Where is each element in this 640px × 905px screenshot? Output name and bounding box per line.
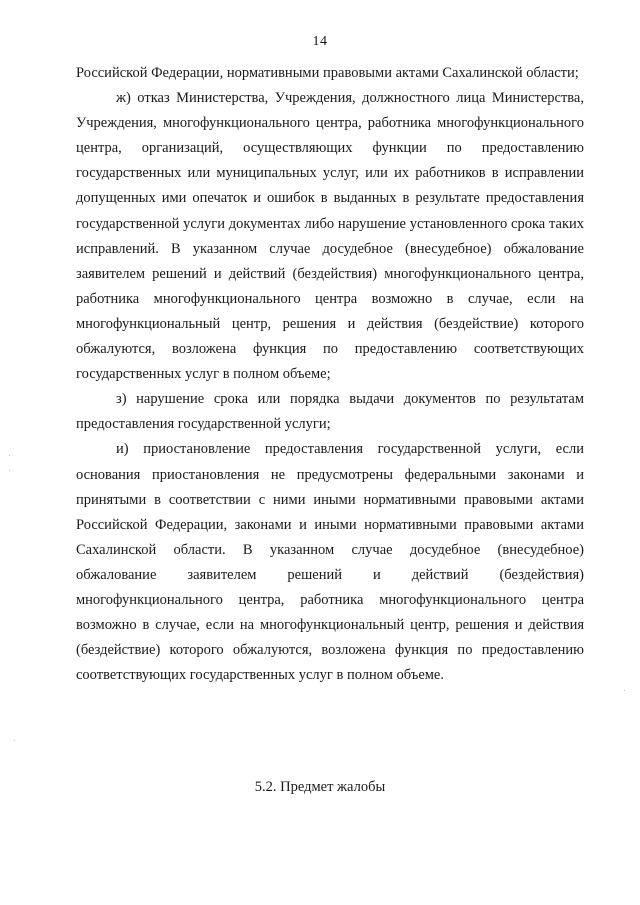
paragraph-item-i: и) приостановление предоставления государственной услуги, если основания приостановления не предусмотрены федеральными законами и принятыми в соответствии с ними иными нормативными правовыми актами Российской Федерации, законами и иными нормативными правовыми актами Сахалинской области. В указанном случае досудебное (внесудебное) обжалование заявителем решений и действий (бездействия) многофункционального центра, работника многофункционального центра возможно в случае, если на многофункциональный центр, решения и действия (бездействие) которого обжалуются, возложена функция по предоставлению соответствующих государственных услуг в полном объеме.	[76, 441, 584, 684]
paragraph-item-z: з) нарушение срока или порядка выдачи документов по результатам предоставления государственной услуги;	[76, 391, 584, 433]
scan-speck	[14, 740, 15, 741]
section-heading: 5.2. Предмет жалобы	[254, 779, 386, 795]
scan-speck	[624, 690, 625, 691]
scan-speck	[9, 470, 10, 471]
page-number: 14	[312, 34, 328, 49]
paragraph-item-zh: ж) отказ Министерства, Учреждения, должностного лица Министерства, Учреждения, многофункционального центра, работника многофункционального центра, организаций, осуществляющих функции по предоставлению государственных или муниципальных услуг, или их работников в исправлении допущенных ими опечаток и ошибок в выданных в результате предоставления государственной услуги документах либо нарушение установленного срока таких исправлений. В указанном случае досудебное (внесудебное) обжалование заявителем решений и действий (бездействия) многофункционального центра, работника многофункционального центра возможно в случае, если на многофункциональный центр, решения и действия (бездействие) которого обжалуются, возложена функция по предоставлению соответствующих государственных услуг в полном объеме;	[76, 90, 584, 383]
scan-speck	[9, 455, 10, 456]
paragraph-continuation: Российской Федерации, нормативными правовыми актами Сахалинской области;	[76, 65, 579, 81]
document-body	[76, 61, 584, 688]
